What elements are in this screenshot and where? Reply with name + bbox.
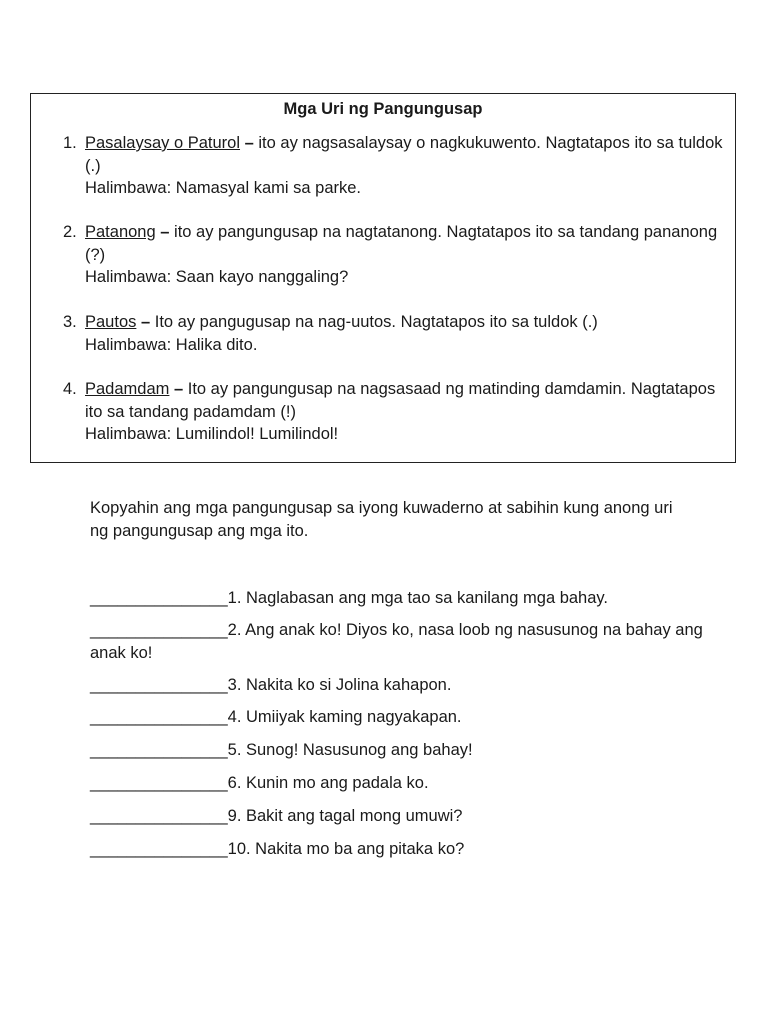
- item-example: Halimbawa: Namasyal kami sa parke.: [85, 179, 362, 197]
- item-dash: –: [140, 313, 151, 331]
- item-example: Halimbawa: Saan kayo nanggaling?: [85, 268, 349, 286]
- item-body: [85, 221, 725, 289]
- item-term: Pautos: [85, 313, 137, 331]
- item-dash: –: [173, 380, 184, 398]
- exercise-item: _______________10. Nakita mo ba ang pitaka ko?: [90, 840, 465, 858]
- exercise-item: _______________9. Bakit ang tagal mong umuwi?: [90, 807, 463, 825]
- item-number: 3.: [63, 313, 77, 331]
- instructions-text: Kopyahin ang mga pangungusap sa iyong kuwaderno at sabihin kung anong uri ng pangungusap ang mga ito.: [90, 499, 673, 540]
- item-dash: –: [244, 134, 254, 152]
- item-definition: ito ay nagsasalaysay o nagkukuwento. Nagtatapos ito sa tuldok (.): [85, 134, 723, 175]
- item-number: 2.: [63, 223, 77, 241]
- item-example: Halimbawa: Halika dito.: [85, 335, 258, 354]
- exercise-item: _______________3. Nakita ko si Jolina kahapon.: [90, 676, 452, 694]
- item-body: [85, 311, 725, 356]
- exercise-item: _______________2. Ang anak ko! Diyos ko, nasa loob ng nasusunog na bahay ang anak ko!: [90, 621, 703, 662]
- box-title: Mga Uri ng Pangungusap: [283, 100, 483, 118]
- item-definition: ito ay pangungusap na nagtatanong. Nagtatapos ito sa tandang pananong (?): [85, 223, 718, 264]
- exercise-item: _______________1. Naglabasan ang mga tao sa kanilang mga bahay.: [90, 589, 609, 607]
- exercise-item: _______________4. Umiiyak kaming nagyakapan.: [90, 708, 462, 726]
- item-example: Halimbawa: Lumilindol! Lumilindol!: [85, 425, 339, 443]
- item-body: [85, 132, 725, 200]
- item-definition: Ito ay pangugusap na nag-uutos. Nagtatapos ito sa tuldok (.): [150, 313, 598, 331]
- exercise-item: _______________5. Sunog! Nasusunog ang bahay!: [90, 741, 473, 759]
- sentence-type-item: [63, 378, 725, 446]
- item-number: 1.: [63, 134, 77, 152]
- sentence-type-item: [63, 132, 725, 200]
- exercise-item: _______________6. Kunin mo ang padala ko.: [90, 774, 429, 792]
- item-term: Patanong: [85, 223, 156, 241]
- item-body: [85, 378, 725, 446]
- sentence-types-box: [30, 93, 736, 463]
- item-number: 4.: [63, 380, 77, 398]
- item-dash: –: [160, 223, 170, 241]
- sentence-type-item: [63, 221, 725, 289]
- sentence-type-item: [63, 311, 725, 356]
- item-definition: Ito ay pangungusap na nagsasaad ng matinding damdamin. Nagtatapos ito sa tandang padamdam (!): [85, 380, 716, 421]
- item-term: Padamdam: [85, 380, 170, 398]
- item-term: Pasalaysay o Paturol: [85, 134, 241, 152]
